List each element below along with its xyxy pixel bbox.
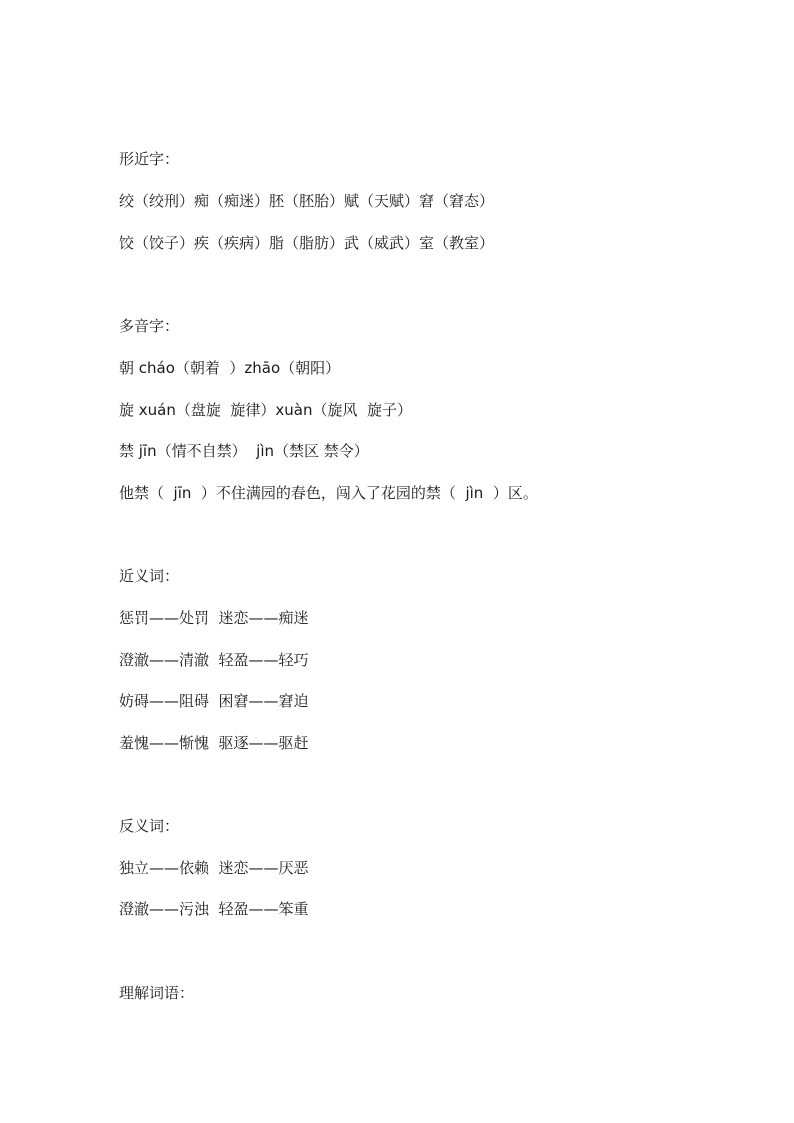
antonyms-heading: 反义词： bbox=[119, 817, 180, 835]
similar-chars-line-1: 绞（绞刑）痴（痴迷）胚（胚胎）赋（天赋）窘（窘态） bbox=[119, 192, 495, 210]
polyphonic-line-2: 旋 xuán（盘旋 旋律）xuàn（旋风 旋子） bbox=[119, 401, 413, 419]
similar-chars-line-2: 饺（饺子）疾（疾病）脂（脂肪）武（威武）室（教室） bbox=[119, 234, 495, 252]
vocab-heading: 理解词语： bbox=[119, 984, 195, 1002]
polyphonic-example-sentence: 他禁（ jīn ）不住满园的春色，闯入了花园的禁（ jìn ）区。 bbox=[119, 484, 538, 502]
synonyms-line-3: 妨碍——阻碍 困窘——窘迫 bbox=[119, 692, 309, 710]
antonyms-line-1: 独立——依赖 迷恋——厌恶 bbox=[119, 859, 309, 877]
polyphonic-line-3: 禁 jīn（情不自禁） jìn（禁区 禁令） bbox=[119, 442, 369, 460]
polyphonic-line-1: 朝 cháo（朝着 ）zhāo（朝阳） bbox=[119, 359, 341, 377]
synonyms-line-2: 澄澈——清澈 轻盈——轻巧 bbox=[119, 651, 309, 669]
polyphonic-heading: 多音字： bbox=[119, 317, 180, 335]
synonyms-line-4: 羞愧——惭愧 驱逐——驱赶 bbox=[119, 734, 309, 752]
antonyms-line-2: 澄澈——污浊 轻盈——笨重 bbox=[119, 900, 309, 918]
similar-chars-heading: 形近字： bbox=[119, 150, 180, 168]
synonyms-line-1: 惩罚——处罚 迷恋——痴迷 bbox=[119, 609, 309, 627]
synonyms-heading: 近义词： bbox=[119, 567, 180, 585]
